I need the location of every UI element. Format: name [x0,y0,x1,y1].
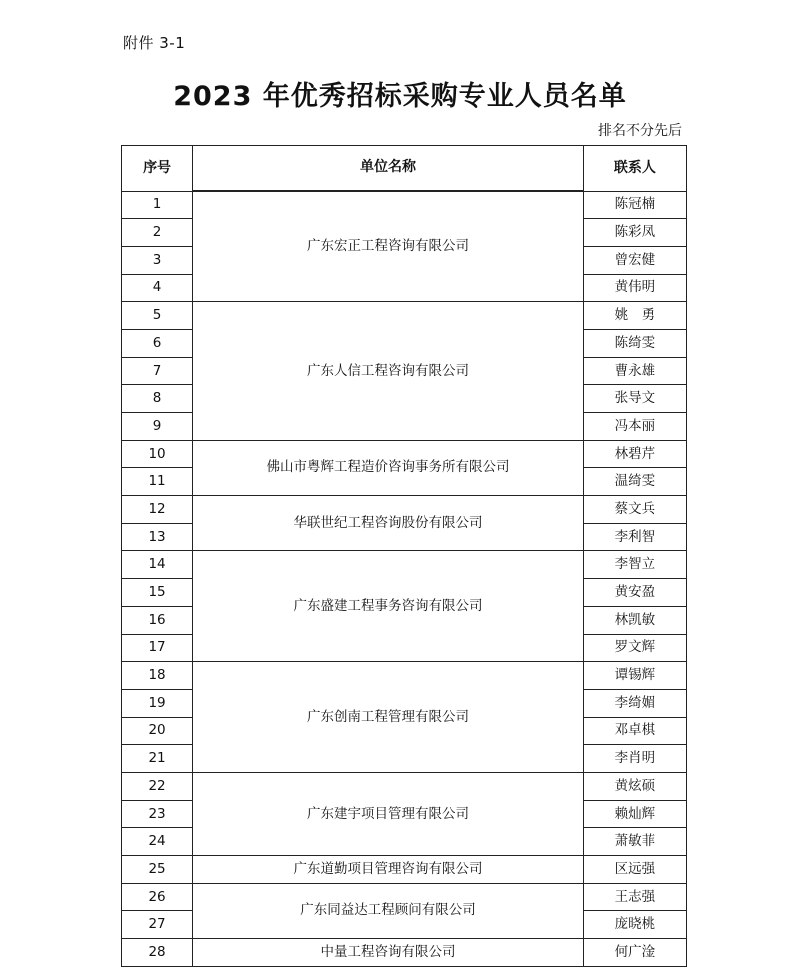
contact-name: 黄安盈 [583,579,686,607]
unit-name: 广东道勤项目管理咨询有限公司 [193,856,584,884]
page-title: 2023 年优秀招标采购专业人员名单 [173,81,627,112]
row-index: 13 [122,523,193,551]
row-index: 25 [122,856,193,884]
row-index: 3 [122,246,193,274]
attachment-label: 附件 3-1 [123,34,186,52]
unit-name: 中量工程咨询有限公司 [193,939,584,967]
unit-name: 广东建宇项目管理有限公司 [193,772,584,855]
contact-name: 李肖明 [583,745,686,773]
unit-name: 广东创南工程管理有限公司 [193,662,584,773]
row-index: 16 [122,606,193,634]
contact-name: 黄炫硕 [583,772,686,800]
table-row [122,883,687,911]
unit-name: 华联世纪工程咨询股份有限公司 [193,496,584,551]
contact-name: 林碧芹 [583,440,686,468]
row-index: 21 [122,745,193,773]
contact-name: 曾宏健 [583,246,686,274]
row-index: 6 [122,329,193,357]
contact-name: 庞晓桃 [583,911,686,939]
row-index: 10 [122,440,193,468]
contact-name: 李绮媚 [583,689,686,717]
contact-name: 曹永雄 [583,357,686,385]
row-index: 4 [122,274,193,302]
contact-name: 区远强 [583,856,686,884]
contact-name: 萧敏菲 [583,828,686,856]
table-row [122,302,687,330]
header-contact: 联系人 [583,146,686,192]
contact-name: 张导文 [583,385,686,413]
unit-name: 广东人信工程咨询有限公司 [193,302,584,440]
table-row [122,939,687,967]
row-index: 7 [122,357,193,385]
row-index: 9 [122,413,193,441]
row-index: 15 [122,579,193,607]
roster-body [122,191,687,966]
contact-name: 陈冠楠 [583,191,686,219]
contact-name: 罗文辉 [583,634,686,662]
table-row [122,551,687,579]
table-row [122,191,687,219]
table-row [122,440,687,468]
row-index: 19 [122,689,193,717]
unit-name: 广东宏正工程咨询有限公司 [193,191,584,302]
contact-name: 谭锡辉 [583,662,686,690]
unit-name: 广东同益达工程顾问有限公司 [193,883,584,938]
contact-name: 冯本丽 [583,413,686,441]
contact-name: 温绮雯 [583,468,686,496]
row-index: 27 [122,911,193,939]
row-index: 20 [122,717,193,745]
row-index: 17 [122,634,193,662]
row-index: 1 [122,191,193,219]
row-index: 28 [122,939,193,967]
contact-name: 林凯敏 [583,606,686,634]
contact-name: 邓卓棋 [583,717,686,745]
contact-name: 王志强 [583,883,686,911]
unit-name: 佛山市粤辉工程造价咨询事务所有限公司 [193,440,584,495]
header-unit: 单位名称 [193,146,584,192]
table-row [122,856,687,884]
unit-name: 广东盛建工程事务咨询有限公司 [193,551,584,662]
table-row [122,772,687,800]
table-row [122,662,687,690]
row-index: 8 [122,385,193,413]
contact-name: 蔡文兵 [583,496,686,524]
contact-name: 陈彩凤 [583,219,686,247]
row-index: 5 [122,302,193,330]
row-index: 26 [122,883,193,911]
ranking-note: 排名不分先后 [598,123,682,139]
row-index: 14 [122,551,193,579]
roster-table [121,145,687,967]
row-index: 11 [122,468,193,496]
contact-name: 姚 勇 [583,302,686,330]
row-index: 18 [122,662,193,690]
row-index: 22 [122,772,193,800]
contact-name: 黄伟明 [583,274,686,302]
table-row [122,496,687,524]
contact-name: 陈绮雯 [583,329,686,357]
contact-name: 何广淦 [583,939,686,967]
contact-name: 李利智 [583,523,686,551]
row-index: 23 [122,800,193,828]
contact-name: 赖灿辉 [583,800,686,828]
row-index: 2 [122,219,193,247]
header-index: 序号 [122,146,193,192]
row-index: 24 [122,828,193,856]
row-index: 12 [122,496,193,524]
contact-name: 李智立 [583,551,686,579]
table-header-row [122,146,687,192]
